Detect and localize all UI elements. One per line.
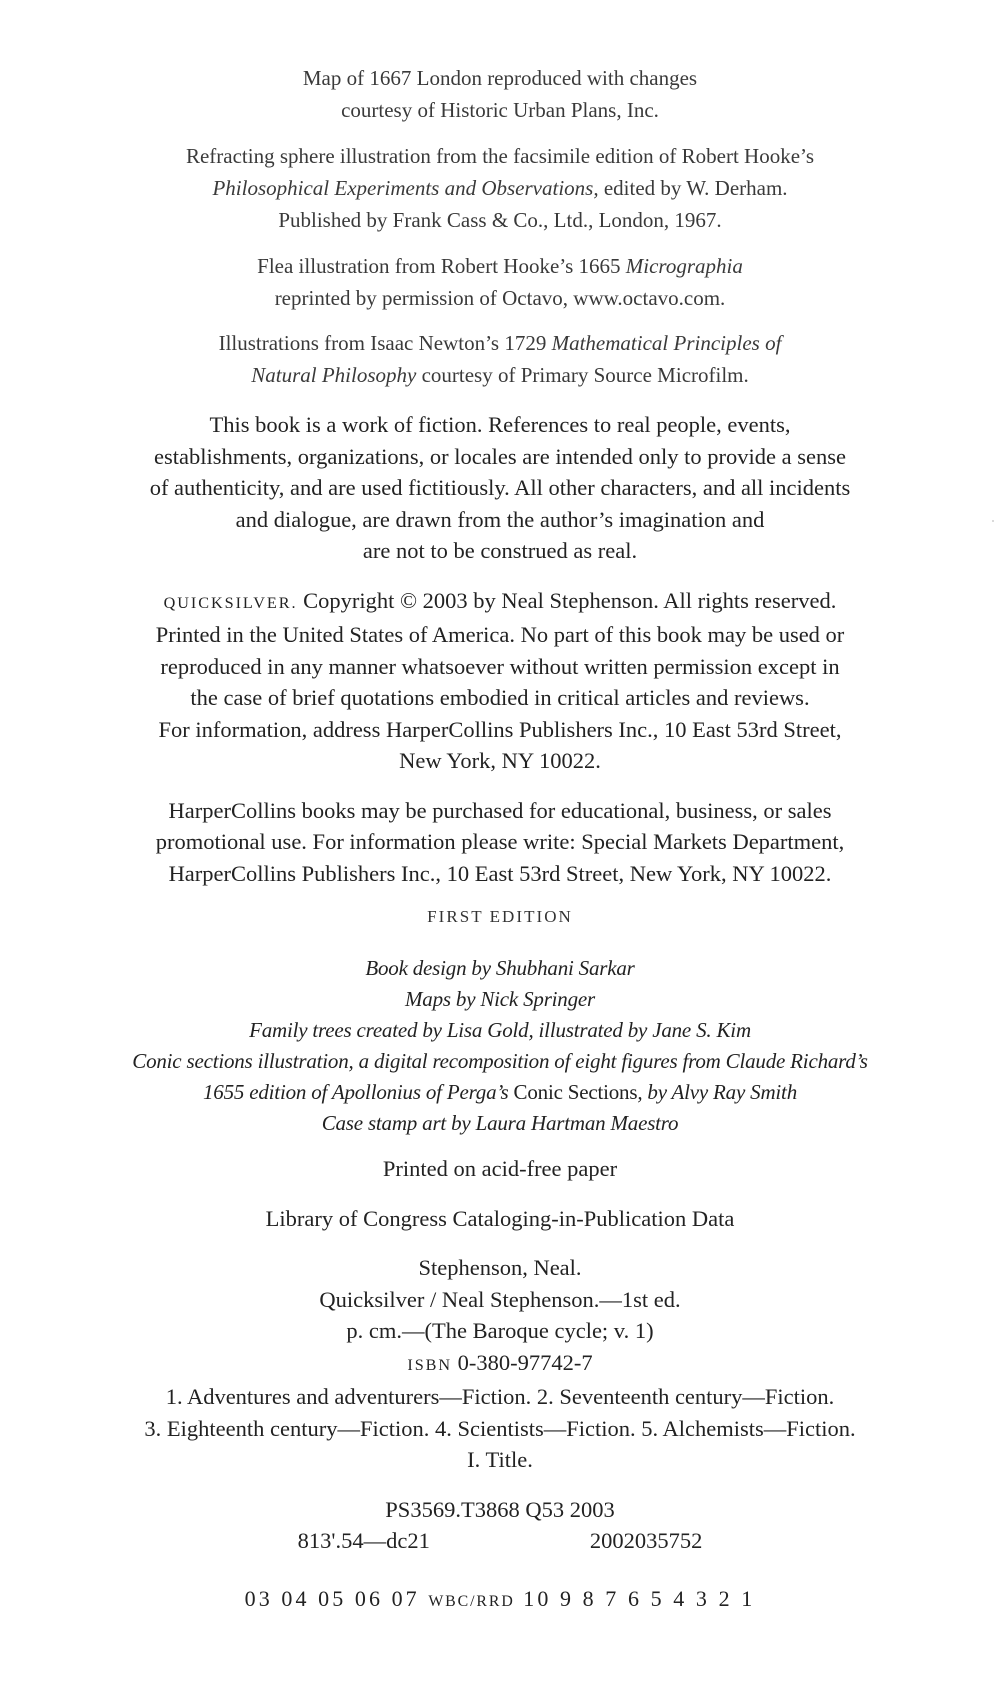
sales-notice	[60, 795, 940, 890]
map-credit-line-2: courtesy of Historic Urban Plans, Inc.	[341, 98, 659, 122]
cip-subject-line: 1. Adventures and adventurers—Fiction. 2. Seventeenth century—Fiction.	[165, 1384, 835, 1409]
flea-credit-text: Flea illustration from Robert Hooke’s 1665	[257, 254, 626, 278]
copyright-line: Printed in the United States of America. No part of this book may be used or	[155, 622, 845, 647]
sphere-editor: edited by W. Derham.	[598, 176, 788, 200]
newton-credit-source: courtesy of Primary Source Microfilm.	[416, 363, 749, 387]
sales-line: HarperCollins Publishers Inc., 10 East 53rd Street, New York, NY 10022.	[168, 860, 832, 886]
flea-credit-line-2: reprinted by permission of Octavo, www.octavo.com.	[274, 286, 726, 310]
isbn-label: ISBN	[407, 1355, 453, 1374]
flea-credit	[60, 250, 940, 314]
conic-edition-text: 1655 edition of Apollonius of Perga’s	[203, 1080, 514, 1104]
sphere-credit-line-3: Published by Frank Cass & Co., Ltd., London, 1967.	[278, 208, 722, 232]
dewey-lccn-row	[60, 1525, 940, 1557]
paper-notice: Printed on acid-free paper	[382, 1156, 618, 1181]
fiction-line: of authenticity, and are used fictitiously. All other characters, and all incidents	[149, 475, 851, 500]
cip-subject-line: 3. Eighteenth century—Fiction. 4. Scientists—Fiction. 5. Alchemists—Fiction.	[144, 1415, 856, 1441]
cip-subject-line: I. Title.	[467, 1447, 533, 1472]
map-credit-line-1: Map of 1667 London reproduced with changes	[302, 66, 698, 90]
conic-credit-line-2	[60, 1077, 940, 1108]
fiction-line: and dialogue, are drawn from the author’s imagination and	[235, 506, 765, 532]
printer-code: WBC/RRD	[428, 1592, 515, 1610]
sales-line: promotional use. For information please write: Special Markets Department,	[155, 829, 845, 854]
fiction-notice	[60, 409, 940, 567]
newton-credit-text: Illustrations from Isaac Newton’s 1729	[218, 331, 552, 355]
paper-speck	[992, 520, 994, 522]
copyright-line: For information, address HarperCollins Publishers Inc., 10 East 53rd Street,	[158, 716, 842, 742]
maps-credit: Maps by Nick Springer	[404, 987, 596, 1011]
newton-credit	[60, 327, 940, 391]
newton-credit-line-1	[60, 327, 940, 359]
cip-isbn	[60, 1347, 940, 1382]
lc-call-number: PS3569.T3868 Q53 2003	[385, 1496, 615, 1522]
isbn-number: 0-380-97742-7	[452, 1349, 593, 1375]
newton-credit-line-2	[60, 359, 940, 391]
cip-data	[60, 1252, 940, 1476]
printing-years: 03 04 05 06 07	[244, 1585, 429, 1611]
flea-book-title: Micrographia	[625, 254, 743, 278]
newton-book-title-2: Natural Philosophy	[251, 363, 417, 387]
copyright-line: New York, NY 10022.	[399, 748, 601, 773]
copyright-line: reproduced in any manner whatsoever without written permission except in	[160, 653, 840, 679]
dewey-number: 813'.54—dc21	[297, 1528, 430, 1553]
copyright-line-1	[60, 585, 940, 620]
sphere-credit	[60, 140, 940, 236]
copyright-page	[60, 62, 940, 1617]
fiction-line: This book is a work of fiction. References to real people, events,	[209, 412, 791, 437]
map-credit	[60, 62, 940, 126]
newton-book-title-1: Mathematical Principles of	[551, 331, 782, 355]
sphere-credit-line-1: Refracting sphere illustration from the facsimile edition of Robert Hooke’s	[185, 144, 815, 168]
case-stamp-credit: Case stamp art by Laura Hartman Maestro	[321, 1111, 679, 1135]
fiction-line: are not to be construed as real.	[362, 538, 638, 563]
conic-credit-line-1: Conic sections illustration, a digital recomposition of eight figures from Claude Richard’s	[132, 1049, 868, 1073]
cip-title: Quicksilver / Neal Stephenson.—1st ed.	[319, 1286, 681, 1312]
family-trees-credit: Family trees created by Lisa Gold, illustrated by Jane S. Kim	[249, 1018, 751, 1042]
book-design-credit: Book design by Shubhani Sarkar	[365, 956, 635, 980]
copyright-line: the case of brief quotations embodied in critical articles and reviews.	[190, 685, 810, 710]
conic-artist: , by Alvy Ray Smith	[637, 1080, 797, 1104]
book-title-caps: QUICKSILVER.	[163, 593, 298, 612]
cip-author: Stephenson, Neal.	[418, 1255, 582, 1280]
sphere-book-title: Philosophical Experiments and Observations,	[212, 176, 599, 200]
lccn-number: 2002035752	[589, 1528, 703, 1553]
design-credits	[60, 953, 940, 1139]
edition-label: FIRST EDITION	[427, 907, 573, 926]
conic-sections-title: Conic Sections	[513, 1080, 638, 1104]
cip-series: p. cm.—(The Baroque cycle; v. 1)	[346, 1318, 654, 1343]
copyright-statement: Copyright © 2003 by Neal Stephenson. All rights reserved.	[297, 587, 837, 613]
fiction-line: establishments, organizations, or locales are intended only to provide a sense	[154, 443, 846, 469]
printing-numbers	[60, 1583, 940, 1618]
printing-line	[60, 1583, 940, 1618]
flea-credit-line-1	[60, 250, 940, 282]
sales-line: HarperCollins books may be purchased for educational, business, or sales	[168, 797, 832, 823]
sphere-credit-line-2	[60, 172, 940, 204]
cip-header: Library of Congress Cataloging-in-Publication Data	[265, 1205, 735, 1231]
classification-block	[60, 1494, 940, 1557]
printing-sequence: 10 9 8 7 6 5 4 3 2 1	[514, 1585, 756, 1611]
copyright-notice	[60, 585, 940, 777]
